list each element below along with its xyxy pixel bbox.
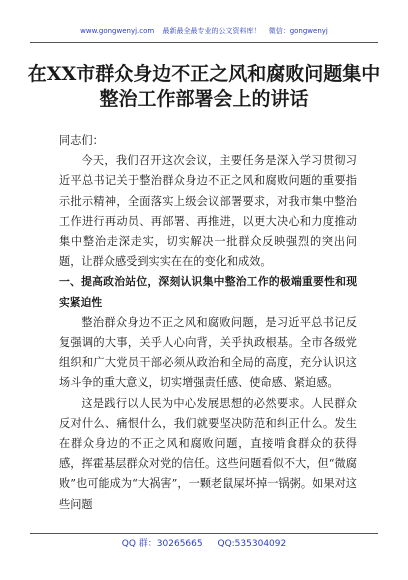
header-tagline: 最新最全最专业的公文资料库！	[162, 27, 261, 35]
footer-qq-group: QQ 群：30265665	[121, 539, 203, 549]
document-body	[59, 131, 357, 515]
intro-paragraph: 今天，我们召开这次会议，主要任务是深入学习贯彻习近平总书记关于整治群众身边不正之风和腐败问题的重要指示批示精神，全面落实上级会议部署要求，对我市集中整治工作进行再动员、再部署、再推进，以更大决心和力度推动集中整治走深走实，切实解决一批群众反映强烈的突出问题，让群众感受到实实在在的变化和成效。	[59, 154, 357, 269]
section-paragraph-2: 这是践行以人民为中心发展思想的必然要求。人民群众反对什么、痛恨什么，我们就要坚决防范和纠正什么。发生在群众身边的不正之风和腐败问题，直接啃食群众的获得感，挥霍基层群众对党的信任。这些问题看似不大，但“微腐败”也可能成为“大祸害”，一颗老鼠屎坏掉一锅粥。如果对这些问题	[59, 396, 357, 511]
header-divider	[30, 42, 378, 43]
salutation: 同志们：	[59, 134, 104, 147]
footer-divider	[30, 533, 378, 534]
header-wechat: 微信：gongwenyj	[268, 27, 328, 35]
header-url[interactable]: www.gongwenyj.com	[80, 27, 155, 35]
page-footer	[0, 535, 408, 553]
page-header	[0, 24, 408, 38]
footer-qq: QQ:535304092	[217, 539, 287, 549]
section-paragraph-1: 整治群众身边不正之风和腐败问题，是习近平总书记反复强调的大事，关乎人心向背，关乎执政根基。全市各级党组织和广大党员干部必须从政治和全局的高度，充分认识这场斗争的重大意义，切实增强责任感、使命感、紧迫感。	[59, 315, 357, 390]
document-title: 在XX市群众身边不正之风和腐败问题集中整治工作部署会上的讲话	[27, 63, 381, 110]
section-heading: 一、提高政治站位，深刻认识集中整治工作的极端重要性和现实紧迫性	[59, 275, 357, 309]
